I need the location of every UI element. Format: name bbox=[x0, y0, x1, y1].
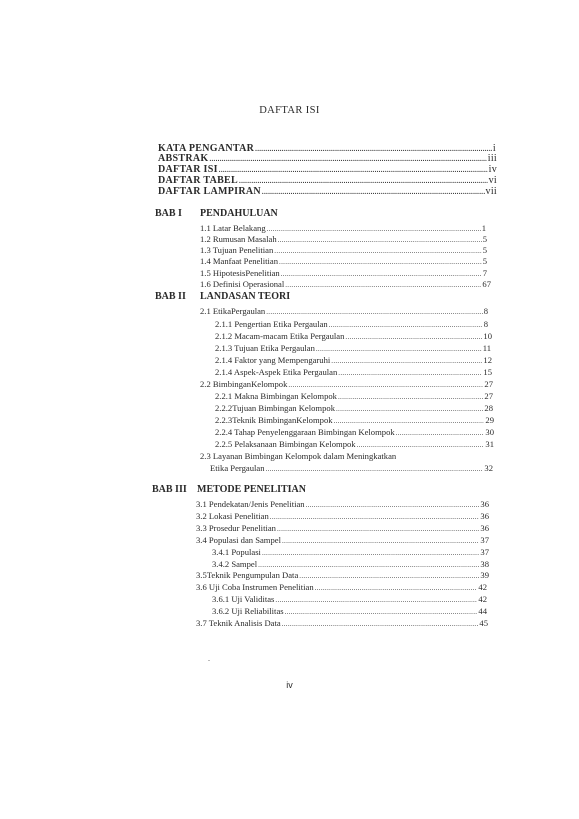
toc-entry-label: 2.2 BimbinganKelompok bbox=[200, 379, 288, 389]
toc-entry-label: 2.2.3Teknik BimbinganKelompok bbox=[215, 415, 333, 425]
toc-entry-label: 2.2.4 Tahap Penyelenggaraan Bimbingan Kelompok bbox=[215, 427, 395, 437]
toc-entry-page: iv bbox=[488, 164, 497, 175]
toc-entry-label: 3.2 Lokasi Penelitian bbox=[196, 511, 269, 521]
leader-dots bbox=[396, 430, 485, 437]
leader-dots bbox=[285, 282, 481, 289]
leader-dots bbox=[338, 370, 482, 377]
toc-entry-page: 37 bbox=[480, 547, 489, 557]
toc-entry bbox=[196, 571, 489, 580]
toc-entry-page: 27 bbox=[484, 379, 493, 389]
toc-entry-label: 2.3 Layanan Bimbingan Kelompok dalam Meningkatkan bbox=[200, 451, 397, 461]
toc-entry-page: 42 bbox=[478, 582, 487, 592]
toc-entry-label: 3.4 Populasi dan Sampel bbox=[196, 535, 281, 545]
toc-entry-page: 11 bbox=[482, 343, 491, 353]
toc-entry-label: 3.6.1 Uji Validitas bbox=[212, 594, 275, 604]
toc-entry bbox=[200, 307, 488, 316]
leader-dots bbox=[331, 358, 482, 365]
toc-entry-label: 3.6 Uji Coba Instrumen Penelitian bbox=[196, 582, 314, 592]
chapter-title: PENDAHULUAN bbox=[200, 208, 278, 219]
toc-entry-page: 31 bbox=[485, 439, 494, 449]
leader-dots bbox=[274, 248, 481, 255]
toc-entry-label: 3.7 Teknik Analisis Data bbox=[196, 618, 281, 628]
toc-entry-page: 5 bbox=[482, 245, 487, 255]
toc-entry-page: 36 bbox=[480, 523, 489, 533]
toc-entry-page: 39 bbox=[480, 570, 489, 580]
toc-entry bbox=[196, 536, 489, 545]
leader-dots bbox=[267, 226, 481, 233]
toc-entry bbox=[200, 257, 487, 266]
toc-entry-label: ABSTRAK bbox=[158, 153, 209, 164]
toc-entry-label: 3.4.1 Populasi bbox=[212, 547, 261, 557]
leader-dots bbox=[281, 271, 482, 278]
toc-entry-label: 3.4.2 Sampel bbox=[212, 559, 258, 569]
toc-entry-label: DAFTAR LAMPIRAN bbox=[158, 186, 261, 197]
toc-entry-page: 1 bbox=[481, 223, 486, 233]
chapter-heading-bab-2 bbox=[155, 292, 290, 302]
leader-dots bbox=[282, 538, 479, 545]
leader-dots bbox=[299, 573, 479, 580]
toc-entry-label: 1.5 HipotesisPenelitian bbox=[200, 268, 280, 278]
toc-entry-label: Etika Pergaulan bbox=[210, 463, 265, 473]
leader-dots bbox=[357, 442, 485, 449]
toc-entry bbox=[215, 344, 491, 353]
toc-entry-daftar-lampiran bbox=[158, 187, 497, 197]
toc-entry-page: 67 bbox=[482, 279, 491, 289]
leader-dots bbox=[277, 526, 479, 533]
chapter-heading-bab-1 bbox=[155, 209, 278, 219]
toc-entry bbox=[200, 280, 491, 289]
toc-entry bbox=[215, 332, 492, 341]
toc-entry-page: 37 bbox=[480, 535, 489, 545]
toc-entry-label: 3.5Teknik Pengumpulan Data bbox=[196, 570, 299, 580]
toc-entry-page: 8 bbox=[483, 306, 488, 316]
toc-entry bbox=[200, 246, 487, 255]
toc-entry bbox=[196, 619, 488, 628]
toc-entry-page: 12 bbox=[483, 355, 492, 365]
toc-entry-page: 44 bbox=[478, 606, 487, 616]
toc-entry-page: 38 bbox=[480, 559, 489, 569]
leader-dots bbox=[288, 382, 483, 389]
leader-dots bbox=[262, 550, 479, 557]
leader-dots bbox=[334, 418, 485, 425]
toc-entry bbox=[200, 235, 487, 244]
toc-entry-page: i bbox=[492, 143, 496, 154]
toc-entry-page: 5 bbox=[482, 234, 487, 244]
toc-entry-label: DAFTAR TABEL bbox=[158, 175, 239, 186]
leader-dots bbox=[338, 394, 483, 401]
toc-entry-label: 2.1.4 Aspek-Aspek Etika Pergaulan bbox=[215, 367, 338, 377]
toc-entry bbox=[200, 224, 486, 233]
toc-entry-page: 36 bbox=[480, 499, 489, 509]
toc-entry-label: 1.2 Rumusan Masalah bbox=[200, 234, 277, 244]
toc-entry-page: 10 bbox=[483, 331, 492, 341]
toc-entry bbox=[215, 428, 494, 437]
toc-entry-label: 3.3 Prosedur Penelitian bbox=[196, 523, 276, 533]
toc-entry-daftar-isi bbox=[158, 165, 497, 175]
toc-entry bbox=[200, 269, 487, 278]
toc-entry-page: 29 bbox=[485, 415, 494, 425]
toc-entry-label: 3.6.2 Uji Reliabilitas bbox=[212, 606, 284, 616]
toc-entry-page: 7 bbox=[482, 268, 487, 278]
toc-entry-page: 15 bbox=[483, 367, 492, 377]
toc-entry-label: 1.1 Latar Belakang bbox=[200, 223, 266, 233]
leader-dots bbox=[279, 259, 482, 266]
toc-entry bbox=[215, 404, 493, 413]
chapter-title: LANDASAN TEORI bbox=[200, 291, 291, 302]
leader-dots bbox=[255, 146, 492, 153]
toc-entry-abstrak bbox=[158, 154, 497, 164]
toc-entry-page: 30 bbox=[485, 427, 494, 437]
toc-entry bbox=[215, 416, 494, 425]
chapter-number: BAB II bbox=[155, 291, 186, 302]
toc-entry-label: 2.1.1 Pengertian Etika Pergaulan bbox=[215, 319, 328, 329]
chapter-number: BAB I bbox=[155, 208, 182, 219]
chapter-title: METODE PENELITIAN bbox=[197, 484, 307, 495]
toc-entry-label: 2.1.4 Faktor yang Mempengaruhi bbox=[215, 355, 331, 365]
toc-entry-label: 2.1 EtikaPergaulan bbox=[200, 306, 266, 316]
toc-entry-page: 42 bbox=[478, 594, 487, 604]
toc-entry-page: vii bbox=[485, 186, 497, 197]
leader-dots bbox=[285, 609, 478, 616]
toc-entry bbox=[212, 560, 489, 569]
toc-entry bbox=[215, 356, 492, 365]
leader-dots bbox=[275, 597, 477, 604]
toc-entry-page: vi bbox=[488, 175, 497, 186]
toc-entry-page: 36 bbox=[480, 511, 489, 521]
leader-dots bbox=[345, 334, 482, 341]
toc-entry bbox=[215, 368, 492, 377]
toc-entry bbox=[196, 500, 489, 509]
toc-entry bbox=[215, 392, 493, 401]
toc-entry-page: 5 bbox=[482, 256, 487, 266]
toc-entry-page: 28 bbox=[484, 403, 493, 413]
leader-dots bbox=[270, 514, 480, 521]
toc-entry bbox=[200, 380, 493, 389]
leader-dots bbox=[316, 346, 482, 353]
toc-entry-page: 32 bbox=[484, 463, 493, 473]
toc-entry-page: 45 bbox=[479, 618, 488, 628]
toc-entry-label: 2.1.2 Macam-macam Etika Pergaulan bbox=[215, 331, 345, 341]
toc-entry bbox=[215, 440, 494, 449]
toc-entry-kata-pengantar bbox=[158, 144, 496, 154]
leader-dots bbox=[278, 237, 482, 244]
scan-speck bbox=[208, 660, 210, 661]
toc-entry bbox=[215, 320, 488, 329]
toc-entry bbox=[196, 524, 489, 533]
toc-entry-label: 1.4 Manfaat Penelitian bbox=[200, 256, 279, 266]
toc-entry bbox=[212, 548, 489, 557]
toc-entry-page: iii bbox=[487, 153, 497, 164]
toc-entry bbox=[196, 512, 489, 521]
page-title: DAFTAR ISI bbox=[259, 105, 320, 116]
toc-entry-page: 8 bbox=[483, 319, 488, 329]
leader-dots bbox=[209, 156, 486, 163]
leader-dots bbox=[306, 502, 480, 509]
toc-entry-label: 1.3 Tujuan Penelitian bbox=[200, 245, 274, 255]
leader-dots bbox=[266, 466, 484, 473]
toc-entry bbox=[210, 464, 493, 473]
toc-entry-label: 2.2.1 Makna Bimbingan Kelompok bbox=[215, 391, 337, 401]
chapter-heading-bab-3 bbox=[152, 485, 306, 495]
toc-entry-page: 27 bbox=[484, 391, 493, 401]
leader-dots bbox=[329, 322, 483, 329]
toc-entry-label: KATA PENGANTAR bbox=[158, 143, 255, 154]
toc-entry-label: 2.2.2Tujuan Bimbingan Kelompok bbox=[215, 403, 335, 413]
toc-entry-label: 2.2.5 Pelaksanaan Bimbingan Kelompok bbox=[215, 439, 356, 449]
chapter-number: BAB III bbox=[152, 484, 187, 495]
toc-entry-label: 1.6 Definisi Operasional bbox=[200, 279, 285, 289]
leader-dots bbox=[336, 406, 483, 413]
toc-entry-label: 3.1 Pendekatan/Jenis Penelitian bbox=[196, 499, 305, 509]
leader-dots bbox=[258, 562, 479, 569]
toc-entry bbox=[212, 607, 487, 616]
leader-dots bbox=[282, 621, 479, 628]
toc-entry bbox=[196, 583, 487, 592]
page-number: iv bbox=[286, 680, 293, 690]
leader-dots bbox=[219, 167, 488, 174]
leader-dots bbox=[266, 309, 482, 316]
toc-entry-label: DAFTAR ISI bbox=[158, 164, 218, 175]
leader-dots bbox=[262, 189, 485, 196]
leader-dots bbox=[315, 585, 478, 592]
toc-entry-label: 2.1.3 Tujuan Etika Pergaulan bbox=[215, 343, 315, 353]
toc-entry bbox=[212, 595, 487, 604]
toc-entry-daftar-tabel bbox=[158, 176, 497, 186]
leader-dots bbox=[239, 178, 488, 185]
